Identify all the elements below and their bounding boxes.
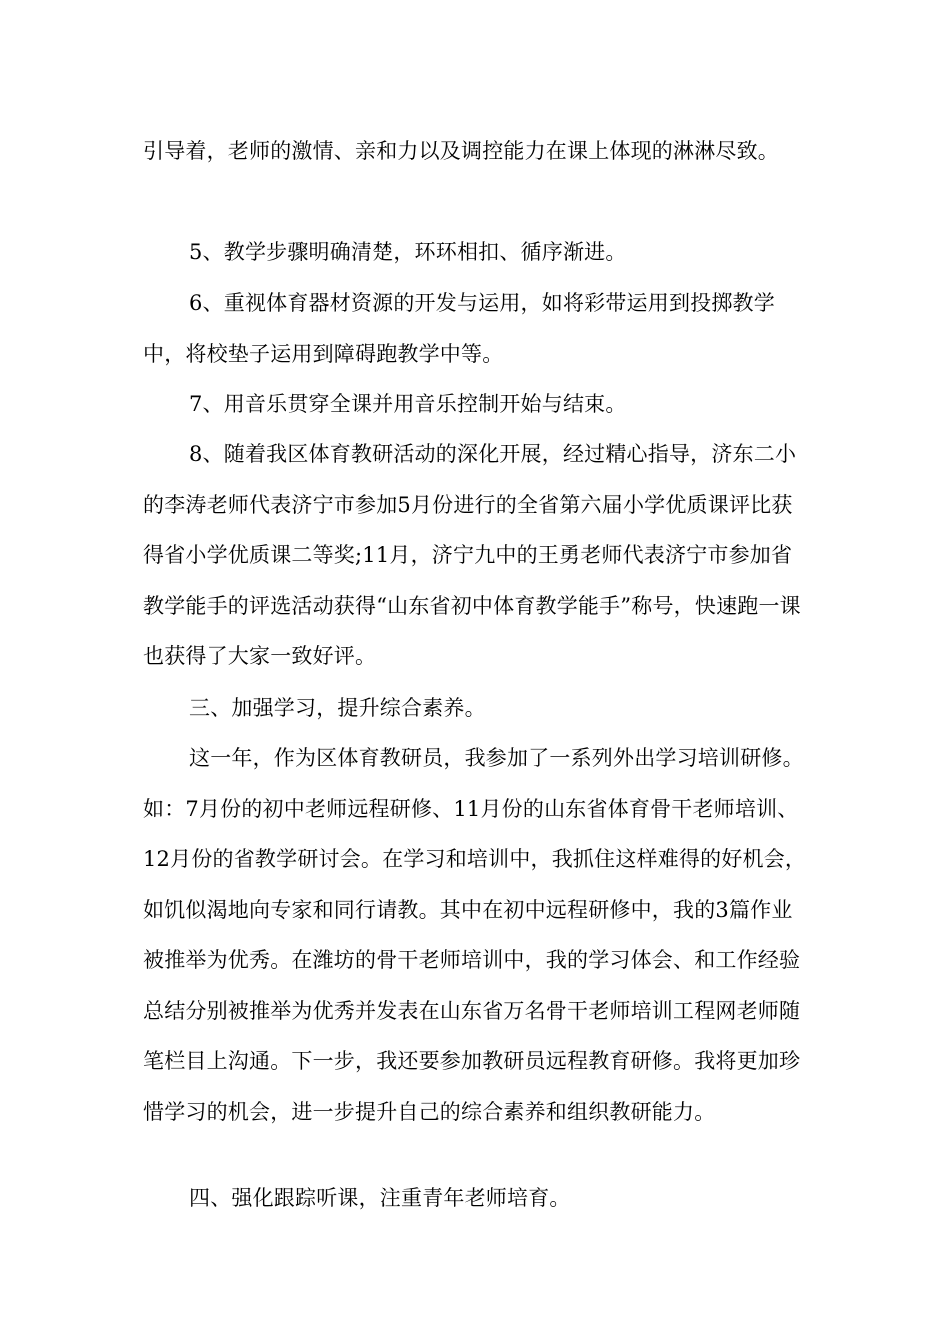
- paragraph-study: 这一年，作为区体育教研员，我参加了一系列外出学习培训研修。如：7月份的初中老师远程研修、11月份的山东省体育骨干老师培训、12月份的省教学研讨会。在学习和培训中，我抓住这样难得的好机会，如饥似渴地向专家和同行请教。其中在初中远程研修中，我的3篇作业被推举为优秀。在潍坊的骨干老师培训中，我的学习体会、和工作经验总结分别被推举为优秀并发表在山东省万名骨干老师培训工程网老师随笔栏目上沟通。下一步，我还要参加教研员远程教育研修。我将更加珍惜学习的机会，进一步提升自己的综合素养和组织教研能力。: [143, 746, 807, 1124]
- paragraph-item-8: 8、随着我区体育教研活动的深化开展，经过精心指导，济东二小的李涛老师代表济宁市参加5月份进行的全省第六届小学优质课评比获得省小学优质课二等奖;11月，济宁九中的王勇老师代表济宁市参加省教学能手的评选活动获得“山东省初中体育教学能手”称号，快速跑一课也获得了大家一致好评。: [143, 442, 801, 668]
- paragraph-continuation: 引导着，老师的激情、亲和力以及调控能力在课上体现的淋淋尽致。: [143, 139, 779, 163]
- paragraph-item-5: 5、教学步骤明确清楚，环环相扣、循序渐进。: [189, 240, 627, 264]
- paragraph-item-6: 6、重视体育器材资源的开发与运用，如将彩带运用到投掷教学中，将校垫子运用到障碍跑教学中等。: [143, 291, 775, 366]
- section-heading-4: 四、强化跟踪听课，注重青年老师培育。: [189, 1186, 571, 1210]
- section-heading-3: 三、加强学习，提升综合素养。: [189, 696, 486, 720]
- paragraph-item-7: 7、用音乐贯穿全课并用音乐控制开始与结束。: [189, 392, 627, 416]
